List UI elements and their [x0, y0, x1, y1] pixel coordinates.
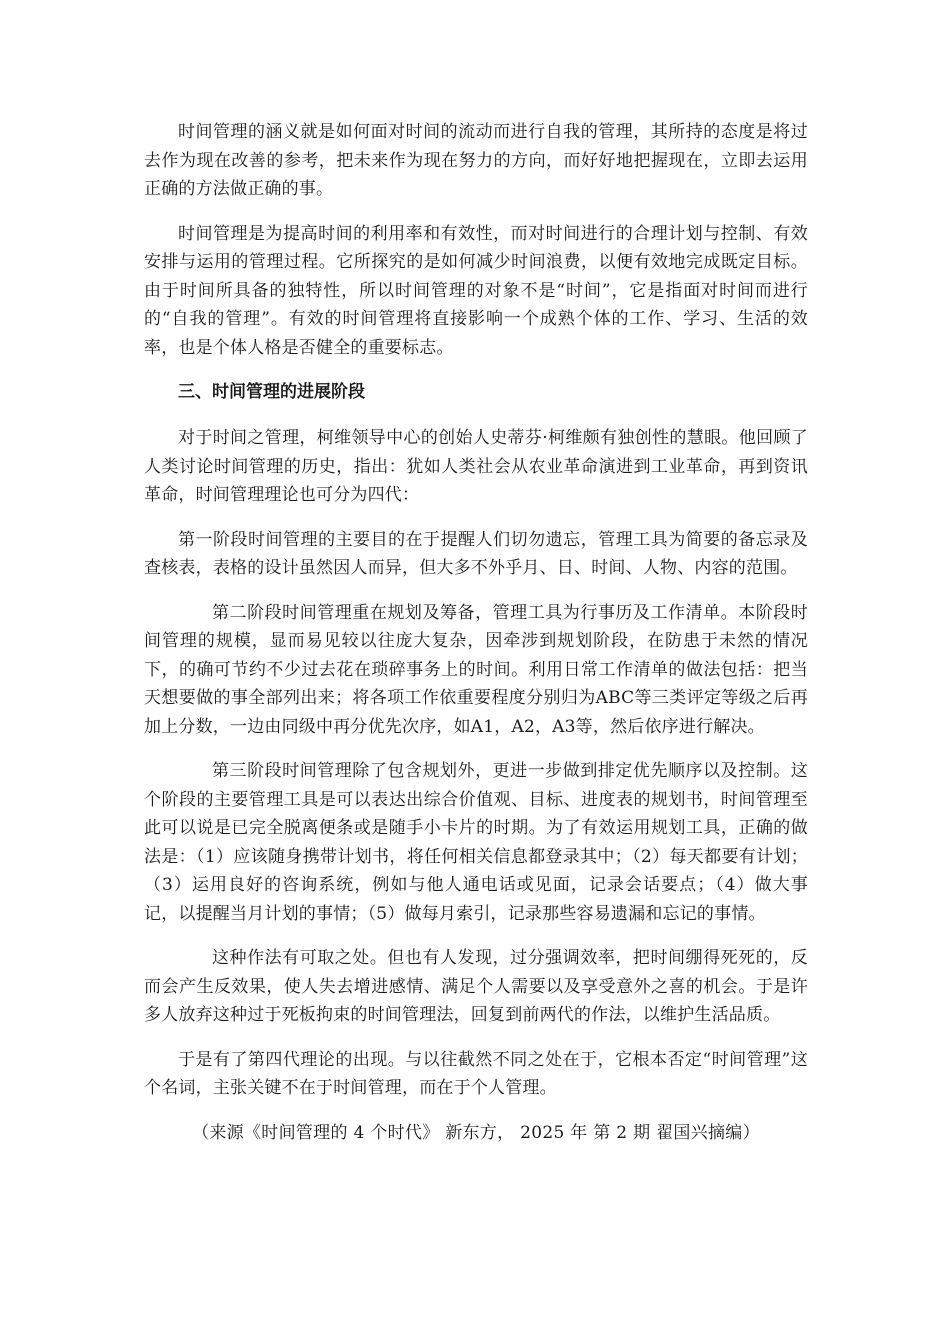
paragraph-stage-two: 第二阶段时间管理重在规划及筹备，管理工具为行事历及工作清单。本阶段时间管理的规模，显而易见较以往庞大复杂，因牵涉到规划阶段，在防患于未然的情况下，的确可节约不少过去花在琐碎事务上的时间。利用日常工作清单的做法包括：把当天想要做的事全部列出来；将各项工作依重要程度分别归为ABC等三类评定等级之后再加上分数，一边由同级中再分优先次序，如A1，A2，A3等，然后依序进行解决。	[144, 602, 808, 737]
paragraph-stage-one: 第一阶段时间管理的主要目的在于提醒人们切勿遗忘，管理工具为简要的备忘录及查核表，表格的设计虽然因人而异，但大多不外乎月、日、时间、人物、内容的范围。	[144, 529, 808, 578]
paragraph-covey-intro: 对于时间之管理，柯维领导中心的创始人史蒂芬·柯维颇有独创性的慧眼。他回顾了人类讨论时间管理的历史，指出：犹如人类社会从农业革命演进到工业革命，再到资讯革命，时间管理理论也可分为四代：	[144, 428, 808, 505]
paragraph-purpose: 时间管理是为提高时间的利用率和有效性，而对时间进行的合理计划与控制、有效安排与运用的管理过程。它所探究的是如何减少时间浪费，以便有效地完成既定目标。由于时间所具备的独特性，所以时间管理的对象不是“时间”，它是指面对时间而进行的“自我的管理”。有效的时间管理将直接影响一个成熟个体的工作、学习、生活的效率，也是个体人格是否健全的重要标志。	[144, 223, 808, 358]
paragraph-definition: 时间管理的涵义就是如何面对时间的流动而进行自我的管理，其所持的态度是将过去作为现在改善的参考，把未来作为现在努力的方向，而好好地把握现在，立即去运用正确的方法做正确的事。	[144, 122, 808, 199]
document-page	[144, 118, 808, 1147]
section-heading: 三、时间管理的进展阶段	[178, 382, 365, 402]
paragraph-fourth-generation: 于是有了第四代理论的出现。与以往截然不同之处在于，它根本否定“时间管理”这个名词，主张关键不在于时间管理，而在于个人管理。	[144, 1049, 808, 1098]
paragraph-stage-three: 第三阶段时间管理除了包含规划外，更进一步做到排定优先顺序以及控制。这个阶段的主要管理工具是可以表达出综合价值观、目标、进度表的规划书，时间管理至此可以说是已完全脱离便条或是随手小卡片的时期。为了有效运用规划工具，正确的做法是：（1）应该随身携带计划书，将任何相关信息都登录其中；（2）每天都要有计划；（3）运用良好的咨询系统，例如与他人通电话或见面，记录会话要点；（4）做大事记，以提醒当月计划的事情；（5）做每月索引，记录那些容易遗漏和忘记的事情。	[144, 761, 808, 924]
paragraph-critique: 这种作法有可取之处。但也有人发现，过分强调效率，把时间绷得死死的，反而会产生反效果，使人失去增进感情、满足个人需要以及享受意外之喜的机会。于是许多人放弃这种过于死板拘束的时间管理法，回复到前两代的作法，以维护生活品质。	[144, 948, 808, 1025]
source-citation: （来源《时间管理的 4 个时代》 新东方， 2025 年 第 2 期 翟国兴摘编）	[192, 1122, 760, 1143]
